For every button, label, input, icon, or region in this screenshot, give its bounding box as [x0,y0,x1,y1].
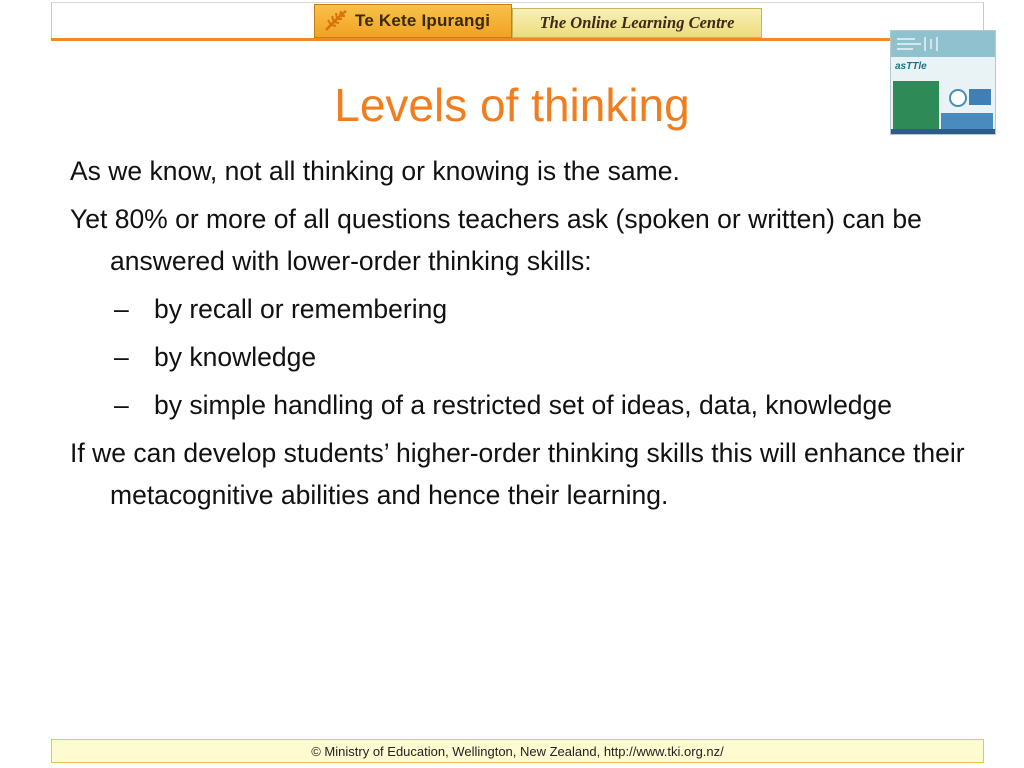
header-divider [51,38,984,41]
copyright-text: © Ministry of Education, Wellington, New Zealand, http://www.tki.org.nz/ [311,743,724,759]
paragraph: As we know, not all thinking or knowing is the same. [70,156,680,186]
bullet-text: by knowledge [154,342,317,372]
dash-bullet: – [114,390,129,420]
bullet-item [70,288,980,330]
dash-bullet: – [114,294,129,324]
bullet-text: by simple handling of a restricted set of ideas, data, knowledge [154,390,893,420]
paragraph: If we can develop students’ higher-order thinking skills this will enhance their metacognitive abilities and hence their learning. [70,438,965,510]
footer [51,739,984,763]
bullet-text: by recall or remembering [154,294,448,324]
brand-right-text: The Online Learning Centre [539,13,735,32]
bullet-item [70,384,980,426]
thumbnail-header-band [891,31,995,57]
tki-logo [314,4,512,38]
brand-left-text: Te Kete Ipurangi [355,11,491,30]
paragraph: Yet 80% or more of all questions teachers ask (spoken or written) can be answered with lower-order thinking skills: [70,204,922,276]
bullet-item [70,336,980,378]
online-learning-centre-banner [512,8,762,38]
dash-bullet: – [114,342,129,372]
slide-title: Levels of thinking [334,79,690,131]
fern-icon [323,8,349,34]
thumbnail-logo-text: asTTle [895,61,927,72]
slide-body [70,150,980,522]
thumbnail-pattern [895,35,945,53]
